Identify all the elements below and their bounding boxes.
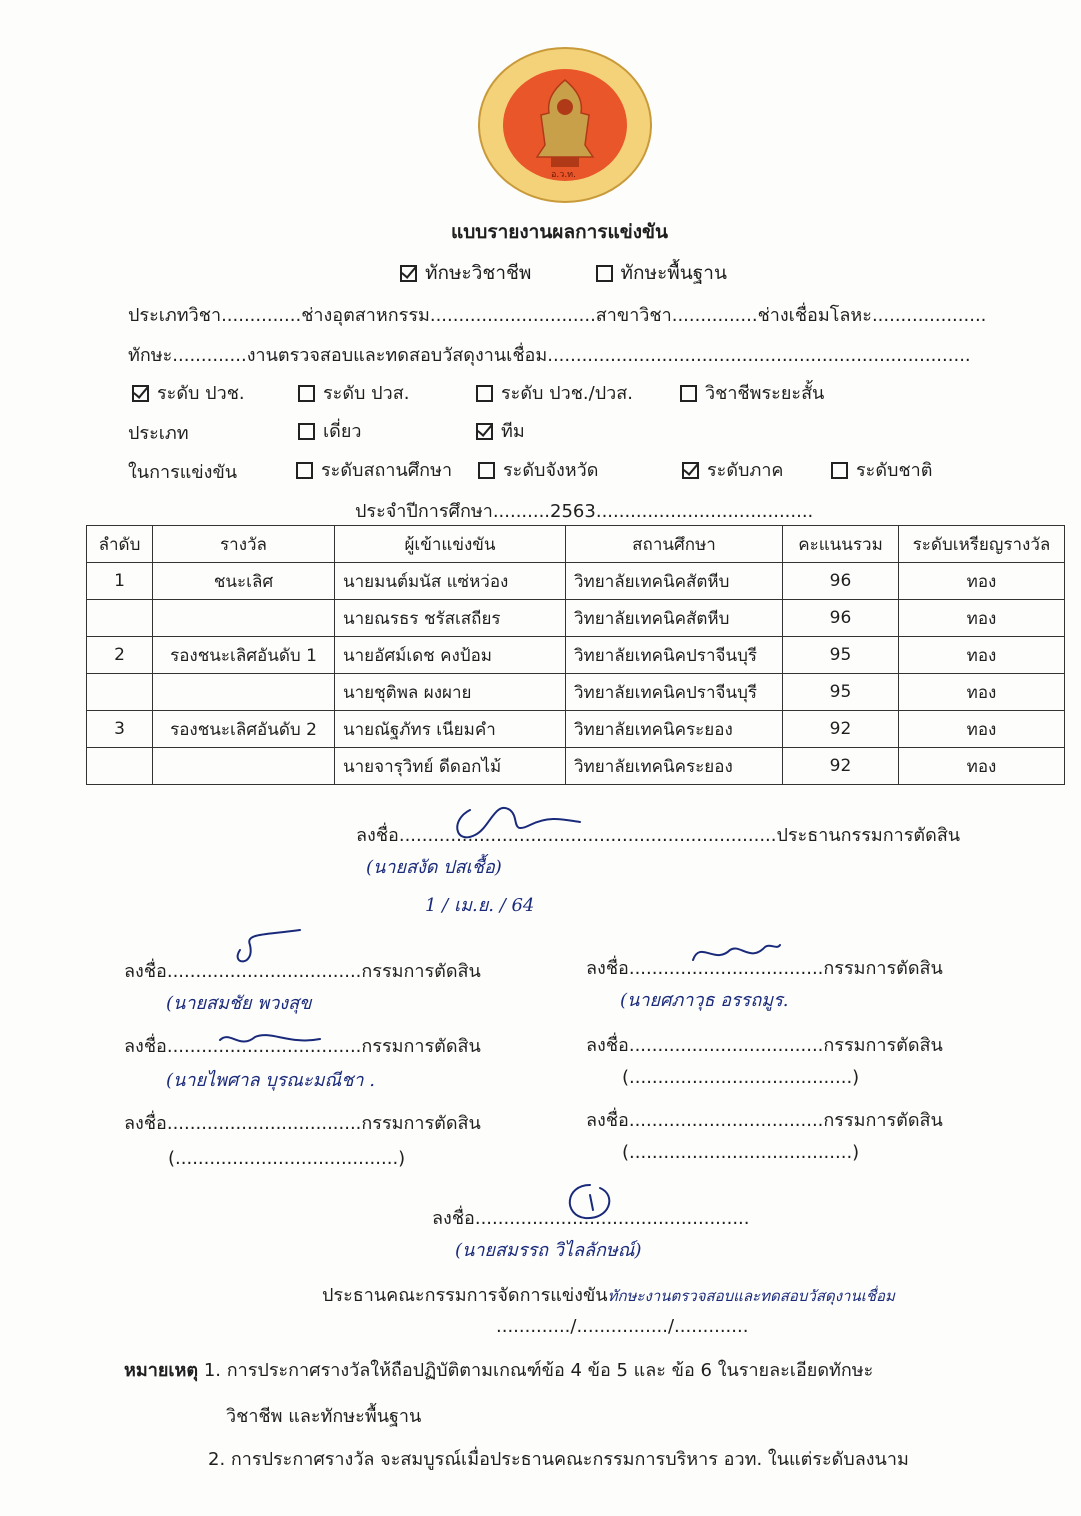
field-value: ช่างเชื่อมโลหะ [757, 305, 872, 326]
col-rank: ลำดับ [87, 526, 153, 563]
col-medal: ระดับเหรียญรางวัล [899, 526, 1065, 563]
committee-signature [555, 1180, 625, 1225]
col-award: รางวัล [153, 526, 335, 563]
table-row: นายชุติพล ผงผาย วิทยาลัยเทคนิคปราจีนบุรี 95 ทอง [87, 674, 1065, 711]
comp-opt4[interactable]: ระดับชาติ [831, 455, 932, 484]
committee-name: (นายสมรรถ วิไลลักษณ์) [455, 1240, 642, 1261]
comp-opt3[interactable]: ระดับภาค [682, 455, 783, 484]
type-single[interactable]: เดี่ยว [298, 416, 362, 445]
level-opt1[interactable]: ระดับ ปวช. [132, 378, 245, 407]
judge-right-2-name: (.......................................) [622, 1067, 860, 1088]
level-opt4[interactable]: วิชาชีพระยะสั้น [680, 378, 824, 407]
type-label: ประเภท [128, 423, 189, 444]
form-title: แบบรายงานผลการแข่งขัน [451, 221, 668, 243]
judge-right-3-name: (.......................................) [622, 1142, 860, 1163]
table-row: นายณรธร ชรัสเสถียร วิทยาลัยเทคนิคสัตหีบ 96 ทอง [87, 600, 1065, 637]
judge-left-2-name: (นายไพศาล บุรณะมณีชา . [166, 1070, 375, 1091]
committee-role-line: ประธานคณะกรรมการจัดการแข่งขันทักษะงานตรวจสอบและทดสอบวัสดุงานเชื่อม [322, 1285, 895, 1306]
judge-left-1-name: (นายสมชัย พวงสุข [166, 993, 312, 1014]
judge-right-3-line: ลงชื่อ..................................กรรมการตัดสิน [586, 1110, 943, 1131]
col-school: สถานศึกษา [566, 526, 783, 563]
logo-abbr: อ.ว.ท. [551, 170, 576, 180]
chair-name: (นายสงัด ปสเชื้อ) [366, 857, 502, 878]
category-value: ช่างอุตสาหกรรม [301, 305, 430, 326]
table-row: 1 ชนะเลิศ นายมนต์มนัส แซ่หว่อง วิทยาลัยเทคนิคสัตหีบ 96 ทอง [87, 563, 1065, 600]
academic-year-value: 2563 [550, 501, 596, 522]
level-opt3[interactable]: ระดับ ปวช./ปวส. [476, 378, 633, 407]
comp-opt1[interactable]: ระดับสถานศึกษา [296, 455, 452, 484]
skill-line: ทักษะ.............งานตรวจสอบและทดสอบวัสดุงานเชื่อม.......................................................................... [128, 345, 971, 366]
judge-left-2-line: ลงชื่อ..................................กรรมการตัดสิน [124, 1036, 481, 1057]
table-row: นายจารุวิทย์ ดีดอกไม้ วิทยาลัยเทคนิคระยอง 92 ทอง [87, 748, 1065, 785]
academic-year: ประจำปีการศึกษา..........2563...................................... [355, 501, 814, 522]
note-2: 2. การประกาศรางวัล จะสมบูรณ์เมื่อประธานคณะกรรมการบริหาร อวท. ในแต่ระดับลงนาม [208, 1449, 909, 1470]
col-score: คะแนนรวม [783, 526, 899, 563]
level-opt2[interactable]: ระดับ ปวส. [298, 378, 409, 407]
skill-value: งานตรวจสอบและทดสอบวัสดุงานเชื่อม [246, 345, 548, 366]
category-line: ประเภทวิชา..............ช่างอุตสาหกรรม.............................สาขาวิชา...............ช่างเชื่อมโลหะ.................... [128, 305, 987, 326]
basic-label: ทักษะพื้นฐาน [620, 262, 727, 284]
skill-type-row [400, 258, 727, 288]
comp-opt2[interactable]: ระดับจังหวัด [478, 455, 598, 484]
chair-date: 1 / เม.ย. / 64 [425, 895, 535, 916]
judge-left-3-line: ลงชื่อ..................................กรรมการตัดสิน [124, 1113, 481, 1134]
association-logo [475, 45, 655, 205]
notes-label: หมายเหตุ [124, 1360, 199, 1381]
table-row: 2 รองชนะเลิศอันดับ 1 นายอัศม์เดช คงป้อม วิทยาลัยเทคนิคปราจีนบุรี 95 ทอง [87, 637, 1065, 674]
note-1-cont: วิชาชีพ และทักษะพื้นฐาน [226, 1406, 422, 1427]
chair-sign-line: ลงชื่อ..................................................................ประธานกรรมการตัดสิน [356, 825, 961, 846]
type-team[interactable]: ทีม [476, 416, 525, 445]
judge-right-1-name: (นายศภาวุธ อรรถมูร. [620, 990, 789, 1011]
col-name: ผู้เข้าแข่งขัน [335, 526, 566, 563]
judge-left-3-name: (.......................................) [168, 1148, 406, 1169]
committee-sign-line: ลงชื่อ................................................ [432, 1208, 750, 1229]
basic-checkbox[interactable] [596, 265, 613, 282]
results-table [86, 525, 1065, 785]
vocational-checkbox[interactable] [400, 265, 417, 282]
judge-right-2-line: ลงชื่อ..................................กรรมการตัดสิน [586, 1035, 943, 1056]
judge-right-1-line: ลงชื่อ..................................กรรมการตัดสิน [586, 958, 943, 979]
judge-left-2-signature [210, 1025, 330, 1055]
table-header-row [87, 526, 1065, 563]
competition-label: ในการแข่งขัน [128, 462, 238, 483]
vocational-label: ทักษะวิชาชีพ [425, 262, 532, 284]
note-1: หมายเหตุ 1. การประกาศรางวัลให้ถือปฏิบัติตามเกณฑ์ข้อ 4 ข้อ 5 และ ข้อ 6 ในรายละเอียดทักษะ [124, 1360, 874, 1381]
chair-signature [440, 790, 590, 850]
committee-skill: ทักษะงานตรวจสอบและทดสอบวัสดุงานเชื่อม [607, 1287, 895, 1305]
judge-left-1-line: ลงชื่อ..................................กรรมการตัดสิน [124, 961, 481, 982]
table-row: 3 รองชนะเลิศอันดับ 2 นายณัฐภัทร เนียมคำ วิทยาลัยเทคนิคระยอง 92 ทอง [87, 711, 1065, 748]
judge-left-1-signature [225, 925, 315, 970]
judge-right-1-signature [685, 935, 785, 975]
committee-date: ............./................/............. [496, 1316, 749, 1337]
